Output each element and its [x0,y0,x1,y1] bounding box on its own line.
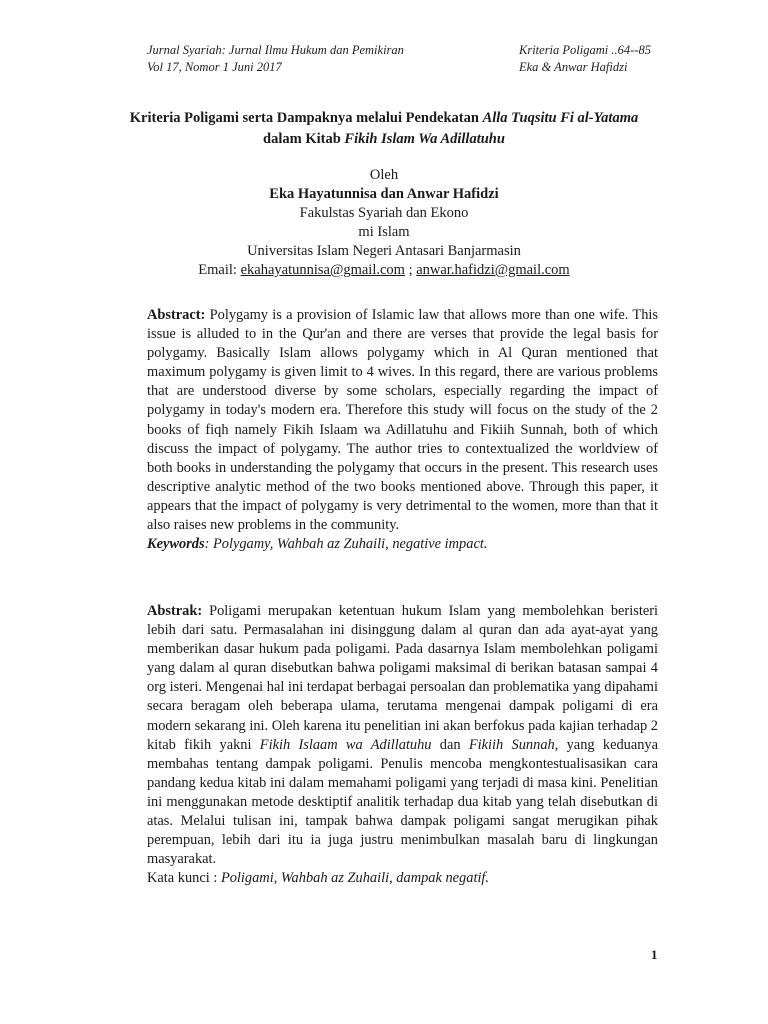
email-link-2[interactable]: anwar.hafidzi@gmail.com [416,262,570,278]
keywords-id-label: Kata kunci : [147,870,221,887]
abstract-id-italic-2: Fikiih Sunnah [468,736,555,753]
abstract-id-text-1: Poligami merupakan ketentuan hukum Islam yang membolehkan beristeri lebih dari satu. Permasalahan ini disinggung dalam al quran dan ada ayat-ayat yang memberikan dasar hukum pada poligami. Pada dasarnya Islam membolehkan poligami yang dalam al quran disebutkan bahwa poligami maksimal di berikan batasan sampai 4 org isteri. Mengenai hal ini terdapat berbagai persoalan dan problematika yang dipahami secara beragam oleh beberapa ulama, terutama mengenai dampak poligami di era modern sekarang ini. Oleh karena itu penelitian ini akan berfokus pada kajian terhadap 2 kitab fikih yakni [147,603,658,753]
abstract-english [147,306,658,554]
running-header-right [519,42,651,76]
email-label: Email: [198,262,241,278]
title-part-2: dalam Kitab [263,131,345,147]
abstract-en-text: Polygamy is a provision of Islamic law that allows more than one wife. This issue is alluded to in the Qur'an and there are verses that provide the legal basis for polygamy. Basically Islam allows polygamy which in Al Quran mentioned that maximum polygamy is given limit to 4 wives. In this regard, there are various problems that are understood diverse by some scholars, especially regarding the impact of polygamy in today's modern era. Therefore this study will focus on the study of the 2 books of fiqh namely Fikih Islaam wa Adillatuhu and Fikiih Sunnah, both of which discuss the impact of polygamy. The author tries to contextualized the worldview of both books in understanding the polygamy that occurs in the present. This research uses descriptive analytic method of the two books mentioned above. Through this paper, it appears that the impact of polygamy is very detrimental to the women, more than that it also raises new problems in the community. [147,307,658,534]
abstract-id-body [147,602,658,869]
abstract-id-label: Abstrak: [147,603,203,619]
abstract-id-text-3: , yang keduanya membahas tentang dampak poligami. Penulis mencoba mengkontestualisasikan cara pandang kedua kitab ini dalam memahami poligami yang terjadi di masa kini. Penelitian ini menggunakan metode desktiptif analitik terhadap dua kitab yang telah disebutkan di atas. Melalui tulisan ini, tampak bahwa dampak poligami sangat merugikan pihak perempuan, lebih dari itu ia juga justru menimbulkan masalah baru di lingkungan masyarakat. [147,736,659,868]
title-italic-1: Alla Tuqsitu Fi al-Yatama [482,110,639,126]
journal-volume: Vol 17, Nomor 1 Juni 2017 [147,60,282,74]
page-number: 1 [651,947,658,962]
keywords-id-text: Poligami, Wahbah az Zuhaili, dampak negatif. [220,870,490,887]
email-line [110,261,658,280]
abstract-indonesian [147,602,658,888]
keywords-id [147,869,658,888]
faculty-line-2: mi Islam [358,224,410,240]
keywords-en-text: : Polygamy, Wahbah az Zuhaili, negative impact. [204,536,488,553]
article-pages: Kriteria Poligami ..64--85 [519,43,651,57]
author-block [110,166,658,280]
authors-short: Eka & Anwar Hafidzi [519,60,628,74]
abstract-id-text-2: dan [431,736,469,753]
title-italic-2: Fikih Islam Wa Adillatuhu [344,131,505,147]
article-title [110,108,658,150]
faculty-line-1: Fakulstas Syariah dan Ekono [299,205,469,221]
journal-name: Jurnal Syariah: Jurnal Ilmu Hukum dan Pemikiran [147,43,404,57]
abstract-en-label: Abstract: [147,307,206,323]
author-names: Eka Hayatunnisa dan Anwar Hafidzi [269,186,499,202]
abstract-en-body [147,306,658,535]
email-separator: ; [404,262,417,278]
running-header-left [147,42,404,76]
title-part-1: Kriteria Poligami serta Dampaknya melalui Pendekatan [129,110,483,126]
keywords-en [147,535,658,554]
university-name: Universitas Islam Negeri Antasari Banjarmasin [247,243,521,259]
by-line: Oleh [369,167,399,183]
email-link-1[interactable]: ekahayatunnisa@gmail.com [240,262,405,278]
keywords-en-label: Keywords [147,536,205,553]
abstract-id-italic-1: Fikih Islaam wa Adillatuhu [259,736,432,753]
